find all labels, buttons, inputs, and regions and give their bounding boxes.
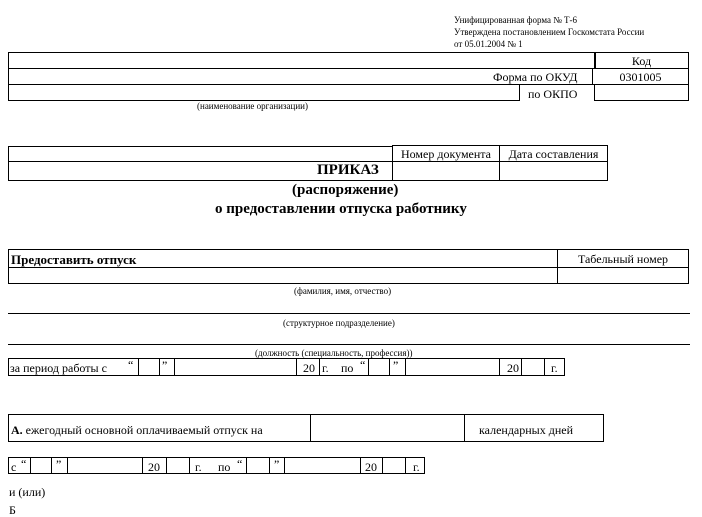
period-quote-close-2: ”: [393, 358, 399, 372]
section-b-letter: Б: [9, 503, 16, 517]
leave-a-century-1: 20: [148, 460, 160, 474]
period-year-suffix-2: г.: [551, 361, 558, 375]
tab-number-label: Табельный номер: [577, 252, 669, 266]
period-from-month[interactable]: [174, 358, 297, 376]
okud-value: 0301005: [619, 70, 662, 84]
order-purpose: о предоставлении отпуска работнику: [215, 201, 467, 217]
okpo-field[interactable]: [594, 84, 689, 101]
and-or-text: и (или): [9, 485, 46, 499]
leave-a-quote-open-2: “: [237, 457, 243, 471]
leave-a-days-label: календарных дней: [479, 423, 574, 437]
order-title: ПРИКАЗ: [317, 162, 379, 178]
period-century-1: 20: [303, 361, 315, 375]
period-from-year[interactable]: [296, 358, 320, 376]
position-line[interactable]: [8, 344, 690, 345]
leave-a-quote-close-2: ”: [274, 457, 280, 471]
leave-a-to-year[interactable]: [382, 457, 406, 474]
org-caption: (наименование организации): [197, 101, 308, 111]
dept-caption: (структурное подразделение): [283, 318, 395, 328]
leave-a-from-label: с: [11, 460, 17, 474]
leave-a-quote-close-1: ”: [56, 457, 62, 471]
grant-leave-label: Предоставить отпуск: [11, 252, 137, 267]
leave-a-label: А. ежегодный основной оплачиваемый отпуск на: [11, 423, 263, 437]
kod-label: Код: [631, 54, 652, 68]
leave-a-century-2: 20: [365, 460, 377, 474]
leave-a-label-rest: ежегодный основной оплачиваемый отпуск на: [22, 423, 263, 437]
leave-a-to-label: по: [218, 460, 231, 474]
fio-caption: (фамилия, имя, отчество): [294, 286, 392, 296]
leave-a-to-day[interactable]: [246, 457, 270, 474]
leave-a-year-suffix-1: г.: [195, 460, 202, 474]
okud-label: Форма по ОКУД: [493, 70, 578, 84]
period-to-day[interactable]: [368, 358, 390, 376]
tab-number-header: [557, 249, 689, 268]
leave-a-from-day[interactable]: [30, 457, 52, 474]
period-quote-close-1: ”: [162, 358, 168, 372]
doc-date-label: Дата составления: [508, 147, 599, 161]
okpo-label: по ОКПО: [528, 87, 578, 101]
doc-date-field[interactable]: [499, 161, 608, 181]
leave-a-from-year[interactable]: [166, 457, 190, 474]
okud-cell: [592, 68, 689, 85]
period-quote-open-1: “: [128, 358, 134, 372]
form-number-text: Унифицированная форма № Т-6: [454, 15, 578, 25]
period-label: за период работы с: [10, 361, 107, 375]
period-century-2: 20: [507, 361, 519, 375]
period-year-suffix-1: г.: [322, 361, 329, 375]
leave-a-quote-open-1: “: [21, 457, 27, 471]
approval-date-text: от 05.01.2004 № 1: [454, 39, 523, 49]
period-quote-open-2: “: [360, 358, 366, 372]
leave-a-days-field[interactable]: [310, 414, 465, 442]
doc-number-label: Номер документа: [400, 147, 492, 161]
period-to-label: по: [341, 361, 354, 375]
period-to-month[interactable]: [405, 358, 500, 376]
approval-text: Утверждена постановлением Госкомстата России: [454, 27, 645, 37]
leave-a-to-month[interactable]: [284, 457, 361, 474]
period-from-day[interactable]: [138, 358, 160, 376]
dept-line[interactable]: [8, 313, 690, 314]
period-to-year[interactable]: [521, 358, 545, 376]
leave-a-from-month[interactable]: [67, 457, 143, 474]
order-subtitle: (распоряжение): [292, 182, 399, 198]
tab-number-field[interactable]: [557, 267, 689, 284]
doc-row-top: [8, 146, 393, 162]
position-caption: (должность (специальность, профессия)): [255, 348, 413, 358]
grant-leave-row: [8, 249, 558, 268]
leave-a-year-suffix-2: г.: [413, 460, 420, 474]
doc-date-header: [499, 145, 608, 162]
doc-number-field[interactable]: [392, 161, 500, 181]
org-row-3: [8, 84, 520, 101]
org-row-1: [8, 52, 596, 69]
kod-header-cell: [594, 52, 689, 69]
fio-field[interactable]: [8, 267, 558, 284]
doc-number-header: [392, 145, 500, 162]
